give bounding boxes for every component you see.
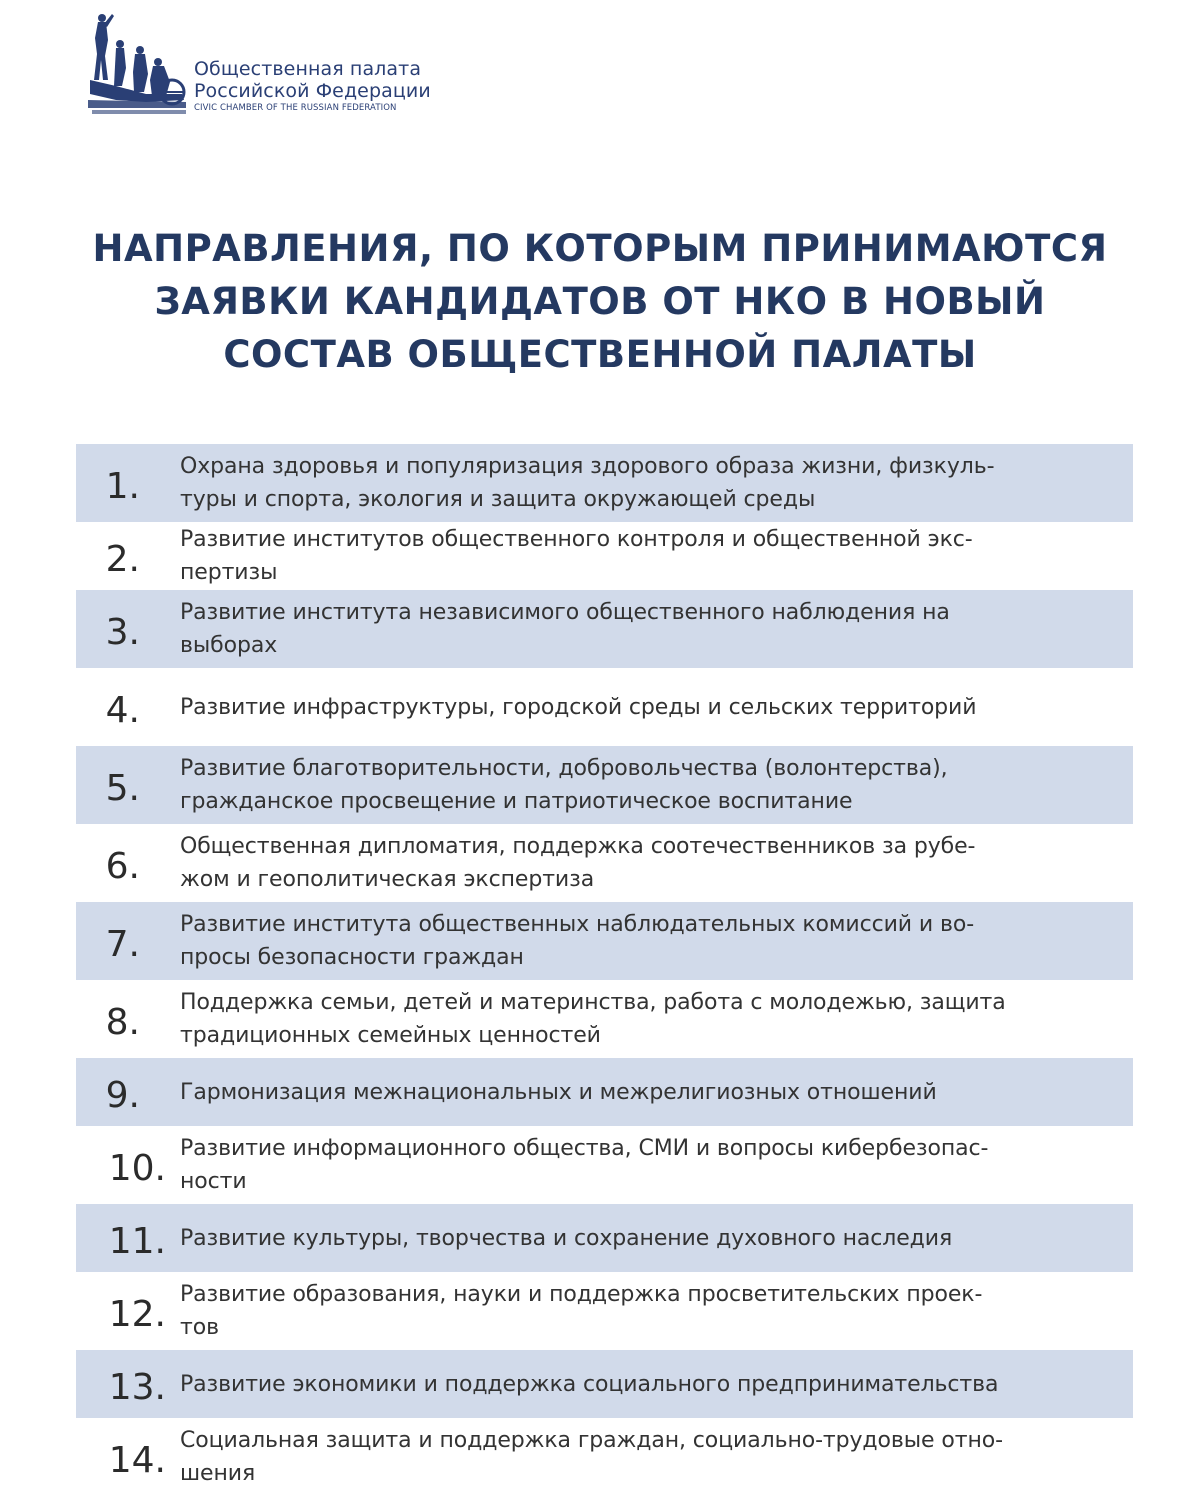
item-number: 10. <box>108 1148 166 1189</box>
list-item <box>76 980 1133 1058</box>
logo-text <box>194 58 431 114</box>
item-number: 9. <box>105 1075 140 1116</box>
item-line: Развитие инфраструктуры, городской среды и сельских территорий <box>180 694 977 720</box>
list-item <box>76 1350 1133 1418</box>
item-number: 12. <box>108 1294 166 1335</box>
item-line: Поддержка семьи, детей и материнства, работа с молодежью, защита <box>180 990 1006 1015</box>
item-text <box>180 523 1133 589</box>
list-item <box>76 824 1133 902</box>
item-text <box>180 596 1133 662</box>
item-line: Общественная дипломатия, поддержка соотечественников за рубе- <box>180 834 976 859</box>
list-item <box>76 590 1133 668</box>
item-line: Охрана здоровья и популяризация здорового образа жизни, физкуль- <box>180 454 995 479</box>
item-line: Развитие информационного общества, СМИ и вопросы кибербезопас- <box>180 1136 989 1161</box>
list-item <box>76 1418 1133 1496</box>
item-line: гражданское просвещение и патриотическое воспитание <box>180 789 853 814</box>
item-line: выборах <box>180 633 278 658</box>
list-item <box>76 1204 1133 1272</box>
item-text <box>180 752 1133 818</box>
item-line: Развитие благотворительности, добровольчества (волонтерства), <box>180 756 948 781</box>
list-item <box>76 1058 1133 1126</box>
item-number: 2. <box>105 539 140 580</box>
item-line: Развитие культуры, творчества и сохранение духовного наследия <box>180 1225 953 1251</box>
logo-subtitle: Российской Федерации <box>194 80 431 102</box>
item-number: 4. <box>105 690 140 731</box>
item-line: Развитие экономики и поддержка социального предпринимательства <box>180 1371 999 1397</box>
item-line: жом и геополитическая экспертиза <box>180 867 595 892</box>
item-text <box>180 986 1133 1052</box>
item-number: 5. <box>105 768 140 809</box>
item-text <box>180 1368 1133 1401</box>
list-item <box>76 668 1133 746</box>
logo-title: Общественная палата <box>194 58 422 80</box>
list-item <box>76 902 1133 980</box>
title-line: ЗАЯВКИ КАНДИДАТОВ ОТ НКО В НОВЫЙ <box>154 280 1046 323</box>
item-line: Развитие институтов общественного контроля и общественной экс- <box>180 527 973 552</box>
page-title <box>40 222 1160 381</box>
item-line: ности <box>180 1169 247 1194</box>
item-number: 1. <box>105 466 140 507</box>
list-item <box>76 1126 1133 1204</box>
item-text <box>180 1278 1133 1344</box>
list-item <box>76 1272 1133 1350</box>
item-line: тов <box>180 1315 219 1340</box>
monument-emblem-icon <box>86 10 190 118</box>
item-number: 8. <box>105 1002 140 1043</box>
title-line: НАПРАВЛЕНИЯ, ПО КОТОРЫМ ПРИНИМАЮТСЯ <box>92 227 1108 270</box>
logo-english-caption: CIVIC CHAMBER OF THE RUSSIAN FEDERATION <box>194 103 397 113</box>
item-text <box>180 450 1133 516</box>
item-number: 7. <box>105 924 140 965</box>
title-line: СОСТАВ ОБЩЕСТВЕННОЙ ПАЛАТЫ <box>223 333 977 376</box>
list-item <box>76 522 1133 590</box>
item-text <box>180 1424 1133 1490</box>
item-line: Развитие образования, науки и поддержка просветительских проек- <box>180 1282 983 1307</box>
list-item <box>76 444 1133 522</box>
item-text <box>180 1132 1133 1198</box>
item-line: Развитие института общественных наблюдательных комиссий и во- <box>180 912 975 937</box>
item-line: просы безопасности граждан <box>180 945 524 970</box>
item-number: 14. <box>108 1440 166 1481</box>
item-text <box>180 1222 1133 1255</box>
item-line: Социальная защита и поддержка граждан, социально-трудовые отно- <box>180 1428 1003 1453</box>
logo <box>86 10 466 120</box>
item-text <box>180 908 1133 974</box>
item-line: шения <box>180 1461 256 1486</box>
item-text <box>180 691 1133 724</box>
item-number: 13. <box>108 1367 166 1408</box>
item-text <box>180 1076 1133 1109</box>
item-text <box>180 830 1133 896</box>
item-line: Развитие института независимого общественного наблюдения на <box>180 600 950 625</box>
item-line: туры и спорта, экология и защита окружающей среды <box>180 487 816 512</box>
item-line: Гармонизация межнациональных и межрелигиозных отношений <box>180 1079 937 1105</box>
item-number: 11. <box>108 1221 166 1262</box>
item-number: 3. <box>105 612 140 653</box>
item-line: пертизы <box>180 560 278 585</box>
list-item <box>76 746 1133 824</box>
directions-list <box>76 444 1133 1496</box>
item-number: 6. <box>105 846 140 887</box>
item-line: традиционных семейных ценностей <box>180 1023 601 1048</box>
